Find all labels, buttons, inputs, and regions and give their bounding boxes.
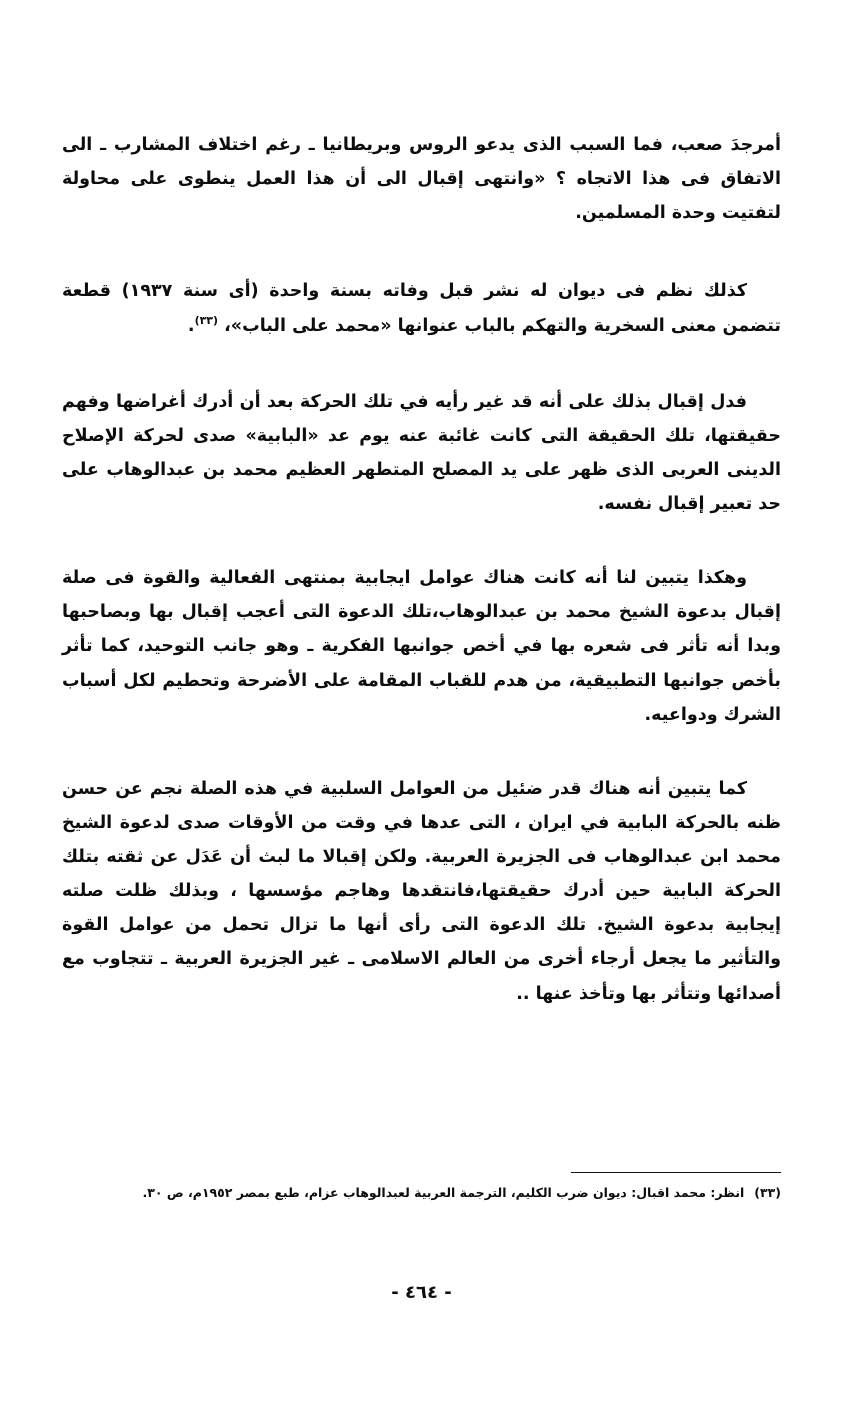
footnote-area bbox=[62, 1172, 781, 1203]
paragraph-2 bbox=[62, 274, 781, 342]
paragraph-2-text: كذلك نظم فى ديوان له نشر قبل وفاته بسنة واحدة (أى سنة ١٩٣٧) قطعة تتضمن معنى السخرية والتهكم بالباب عنوانها «محمد على الباب»، bbox=[62, 281, 781, 336]
footnote-divider bbox=[571, 1172, 781, 1173]
footnote-reference-33[interactable]: (٣٣) bbox=[194, 313, 219, 327]
footnote-number: (٣٣) bbox=[754, 1185, 781, 1200]
page-number: - ٤٦٤ - bbox=[391, 1282, 452, 1303]
paragraph-5: كما يتبين أنه هناك قدر ضئيل من العوامل السلبية في هذه الصلة نجم عن حسن ظنه بالحركة البابية في ايران ، التى عدها في وقت من الأوقات صدى لدعوة الشيخ محمد ابن عبدالوهاب فى الجزيرة العربية. ولكن إقبالا ما لبث أن عَدَل عن ثقته بتلك الحركة البابية حين أدرك حقيقتها،فانتقدها وهاجم مؤسسها ، وبذلك ظلت صلته إيجابية بدعوة الشيخ. تلك الدعوة التى رأى أنها ما تزال تحمل من عوامل القوة والتأثير ما يجعل أرجاء أخرى من العالم الاسلامى ـ غير الجزيرة العربية ـ تتجاوب مع أصدائها وتتأثر بها وتأخذ عنها .. bbox=[62, 778, 781, 1004]
paragraph-4: وهكذا يتبين لنا أنه كانت هناك عوامل ايجابية بمنتهى الفعالية والقوة فى صلة إقبال بدعوة الشيخ محمد بن عبدالوهاب،تلك الدعوة التى أعجب إقبال بها وبصاحبها وبدا أنه تأثر فى شعره بها في أخص جوانبها الفكرية ـ وهو جانب التوحيد، كما تأثر بأخص جوانبها التطبيقية، من هدم للقباب المقامة على الأضرحة وتحطيم لكل أسباب الشرك ودواعيه. bbox=[62, 568, 781, 725]
paragraph-1: أمرجدَ صعب، فما السبب الذى يدعو الروس وبريطانيا ـ رغم اختلاف المشارب ـ الى الاتفاق فى هذا الاتجاه ؟ «وانتهى إقبال الى أن هذا العمل ينطوى على محاولة لتفتيت وحدة المسلمين. bbox=[62, 135, 781, 224]
paragraph-2-tail: . bbox=[187, 315, 195, 336]
footnote-entry bbox=[62, 1182, 781, 1203]
paragraph-3: فدل إقبال بذلك على أنه قد غير رأيه في تلك الحركة بعد أن أدرك أغراضها وفهم حقيقتها، تلك الحقيقة التى كانت غائبة عنه يوم عد «البابية» صدى لحركة الإصلاح الدينى العربى الذى ظهر على يد المصلح المتطهر العظيم محمد بن عبدالوهاب على حد تعبير إقبال نفسه. bbox=[62, 391, 781, 514]
page-body bbox=[62, 128, 781, 1041]
footnote-text: انظر: محمد اقبال: ديوان ضرب الكليم، الترجمة العربية لعبدالوهاب عزام، طبع بمصر ١٩٥٢م، ص ٣٠. bbox=[142, 1185, 745, 1200]
